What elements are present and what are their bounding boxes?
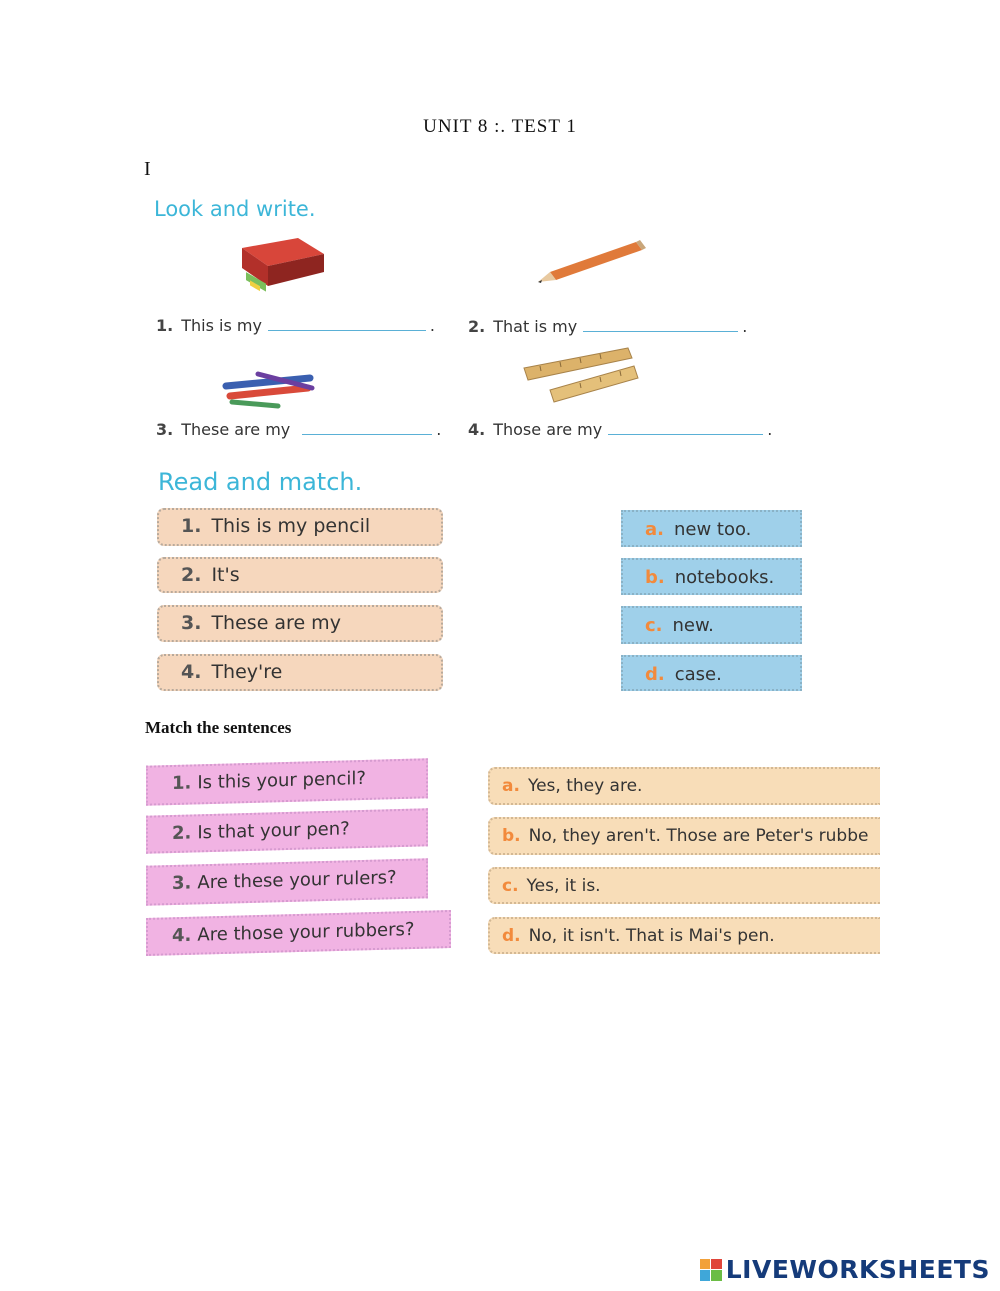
answer-blank-2[interactable] [583, 313, 738, 332]
answer-c[interactable]: c. Yes, it is. [488, 867, 880, 904]
read-match-right-d[interactable]: d. case. [621, 655, 802, 691]
section-numeral: I [144, 158, 151, 180]
question-3[interactable]: 3. Are these your rulers? [146, 858, 428, 905]
answer-blank-3[interactable] [302, 416, 432, 435]
question-1[interactable]: 1. Is this your pencil? [146, 758, 428, 805]
read-match-left-1[interactable]: 1. This is my pencil [157, 508, 443, 546]
read-match-right-a[interactable]: a. new too. [621, 510, 802, 547]
answer-blank-1[interactable] [268, 312, 426, 331]
answer-blank-4[interactable] [608, 416, 763, 435]
read-match-right-b[interactable]: b. notebooks. [621, 558, 802, 595]
book-icon [232, 234, 328, 292]
look-write-item-3: 3. These are my . [156, 416, 441, 439]
read-match-left-3[interactable]: 3. These are my [157, 605, 443, 642]
look-and-write-heading: Look and write. [154, 197, 316, 221]
pencil-icon [532, 236, 648, 288]
answer-d[interactable]: d. No, it isn't. That is Mai's pen. [488, 917, 880, 954]
liveworksheets-logo-icon [700, 1259, 722, 1281]
page-title: UNIT 8 :. TEST 1 [423, 116, 577, 137]
read-match-right-c[interactable]: c. new. [621, 606, 802, 644]
look-write-item-1: 1. This is my . [156, 312, 435, 335]
answer-b[interactable]: b. No, they aren't. Those are Peter's rubbe [488, 817, 880, 855]
read-match-left-4[interactable]: 4. They're [157, 654, 443, 691]
question-2[interactable]: 2. Is that your pen? [146, 808, 428, 853]
read-match-left-2[interactable]: 2. It's [157, 557, 443, 593]
look-write-item-2: 2. That is my . [468, 313, 747, 336]
read-and-match-heading: Read and match. [158, 468, 363, 496]
look-write-item-4: 4. Those are my . [468, 416, 772, 439]
match-sentences-heading: Match the sentences [145, 718, 292, 737]
answer-a[interactable]: a. Yes, they are. [488, 767, 880, 805]
pens-icon [218, 366, 316, 412]
rulers-icon [520, 346, 640, 404]
liveworksheets-logo[interactable] [700, 1255, 990, 1284]
question-4[interactable]: 4. Are those your rubbers? [146, 910, 451, 956]
logo-text: LIVEWORKSHEETS [725, 1255, 990, 1284]
